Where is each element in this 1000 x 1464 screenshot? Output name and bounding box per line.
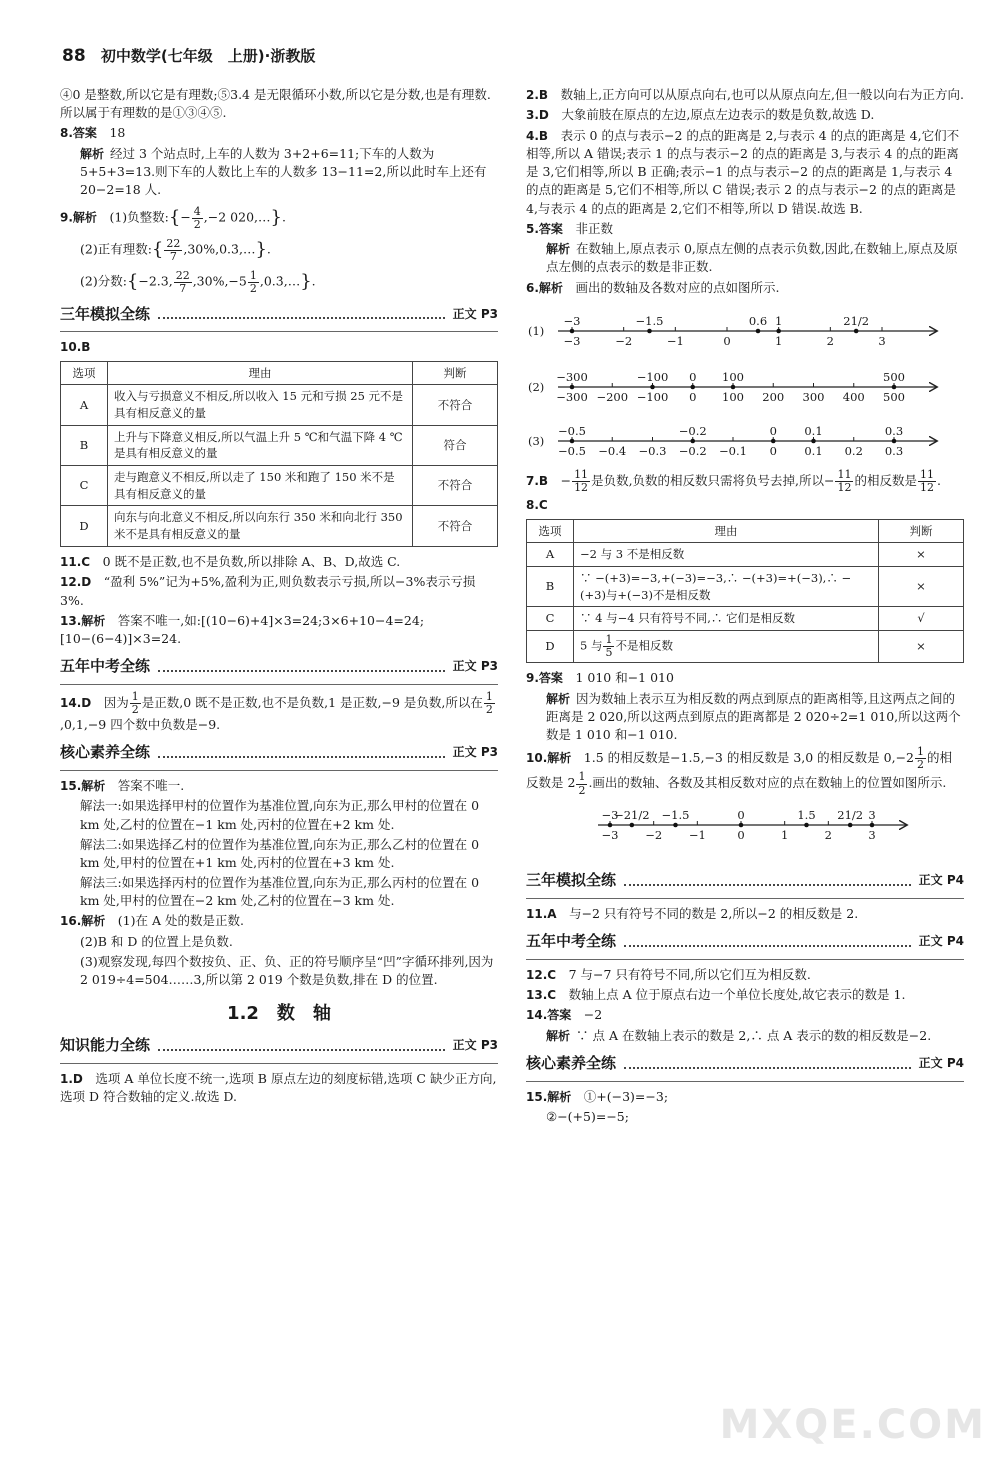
section-three-year-2: 三年模拟全练 正文 P4 (526, 870, 964, 889)
r-q9-explain: 解析 因为数轴上表示互为相反数的两点到原点的距离相等,且这两点之间的距离是 2 020,所以这两点到原点的距离都是 2 020÷2=1 010,所以这两个数是 1 010 和−1 010. (546, 690, 961, 743)
point-label: 0.1 (804, 423, 823, 438)
q9-line2: (2)正有理数:{ $\frac{22}{7}$ ,30%,0.3̇,…}. (80, 236, 271, 263)
point-label: −1.5 (661, 807, 690, 822)
q12: 12.D “盈利 5%”记为+5%,盈利为正,则负数表示亏损,所以−3%表示亏损 3%. (60, 574, 476, 608)
axis-label: (2) (528, 379, 545, 394)
point-marker (673, 822, 678, 827)
point-marker (854, 329, 859, 334)
point-marker (739, 822, 744, 827)
left-column (60, 86, 498, 1108)
page-header (62, 44, 315, 69)
tick-label: −0.5 (558, 443, 586, 458)
q8-answer: 8.答案 18 (60, 125, 126, 141)
r-q6: 6.解析 画出的数轴及各数对应的点如图所示. (526, 279, 780, 295)
point-marker (848, 822, 853, 827)
q16-2: (2)B 和 D 的位置上是负数. (80, 933, 233, 949)
tick-label: 0.3 (884, 443, 904, 458)
r-q14-explain: 解析 ∵ 点 A 在数轴上表示的数是 2,∴ 点 A 表示的数的相反数是−2. (546, 1027, 932, 1043)
tick-label: −3 (601, 827, 619, 842)
point-label: −0.5 (558, 423, 586, 438)
point-marker (647, 329, 652, 334)
point-label: 0.3 (884, 423, 904, 438)
point-marker (892, 385, 897, 390)
r-q2: 2.B 数轴上,正方向可以从原点向右,也可以从原点向左,但一般以向右为正方向. (526, 87, 964, 102)
point-marker (731, 385, 736, 390)
point-marker (570, 385, 575, 390)
q10-table: 选项 理由 判断 A 收入与亏损意义不相反,所以收入 15 元和亏损 25 元不是具有相反意义的量 不符合 B 上升与下降意义相反,所以气温上升 5 ℃和气温下降 4 ℃是具有相反意义的量 符合 C 走与跑意义不相反,所以走了 150 米和跑了 150 米不是具有相反意义的量 不符合 D 向东与向北意义不相反,所以向东行 350 米和向北行 350 米不是具有相反意义的量 不符合 (60, 361, 498, 547)
tick-label: −200 (596, 389, 629, 404)
point-marker (690, 439, 695, 444)
q15-method1: 解法一:如果选择甲村的位置作为基准位置,向东为正,那么甲村的位置在 0 km 处,乙村的位置在−1 km 处,丙村的位置在+2 km 处. (80, 798, 480, 832)
axis-label: (1) (528, 323, 545, 338)
tick-label: −2 (645, 827, 663, 842)
table-row: D 5 与 $\frac{1}{5}$ 不是相反数 × (527, 631, 964, 663)
point-marker (892, 439, 897, 444)
r-q8: 8.C (526, 498, 548, 513)
table-row: D 向东与向北意义不相反,所以向东行 350 米和向北行 350 米不是具有相反意义的量 不符合 (61, 506, 498, 546)
section-five-year-2: 五年中考全练 正文 P4 (526, 931, 964, 950)
tick-label: −100 (636, 389, 669, 404)
point-label: −0.2 (678, 423, 707, 438)
r-q13: 13.C 数轴上点 A 位于原点右边一个单位长度处,故它表示的数是 1. (526, 987, 906, 1003)
page-number: 88 (62, 46, 86, 66)
point-label: 0 (769, 423, 777, 438)
r-q11: 11.A 与−2 只有符号不同的数是 2,所以−2 的相反数是 2. (526, 905, 859, 921)
q8-explain: 解析 经过 3 个站点时,上车的人数为 3+2+6=11;下车的人数为 5+5+3=13.则下车的人数比上车的人数多 13−11=2,所以此时车上还有 20−2=18 人. (80, 145, 487, 198)
r-q5-explain: 解析 在数轴上,原点表示 0,原点左侧的点表示负数,因此,在数轴上,原点及原点左侧的点表示的数是非正数. (546, 241, 958, 275)
tick-label: −1 (688, 827, 706, 842)
point-marker (690, 385, 695, 390)
axis-label: (3) (528, 433, 545, 448)
point-label: 0 (737, 807, 745, 822)
table-row: C 走与跑意义不相反,所以走了 150 米和跑了 150 米不是具有相反意义的量 不符合 (61, 466, 498, 506)
tick-label: 2 (824, 827, 832, 842)
q8-table: 选项 理由 判断 A −2 与 3 不是相反数 × B ∵ −(+3)=−3,+(−3)=−3,∴ −(+3)=+(−3),∴ −(+3)与+(−3)不是相反数 × C ∵ 4 与−4 只有符号不同,∴ 它们是相反数 √ D 5 与 $\frac{1}{5}$ 不是相反数 × (526, 519, 964, 664)
right-column (526, 86, 964, 1128)
q15: 15.解析 答案不唯一. (60, 777, 185, 793)
point-label: 500 (883, 369, 905, 384)
tick-label: 0 (689, 389, 697, 404)
tick-label: 200 (762, 389, 785, 404)
point-label: 21/2 (837, 807, 864, 822)
section-knowledge: 知识能力全练 正文 P3 (60, 1035, 498, 1054)
tick-label: −2 (615, 333, 633, 348)
r-q14: 14.答案 −2 (526, 1007, 603, 1023)
q7-continuation: ④0 是整数,所以它是有理数;⑤3.4̇ 是无限循环小数,所以它是分数,也是有理数.所以属于有理数的是①③④⑤. (60, 87, 491, 121)
tick-label: 0.2 (844, 443, 863, 458)
point-label: −1.5 (635, 313, 664, 328)
tick-label: 400 (842, 389, 865, 404)
tick-label: 1 (775, 333, 783, 348)
r-q15-2: ②−(+5)=−5; (546, 1109, 629, 1125)
tick-label: 1 (781, 827, 789, 842)
point-label: 0.6 (748, 313, 768, 328)
point-marker (608, 822, 613, 827)
table-row: B ∵ −(+3)=−3,+(−3)=−3,∴ −(+3)=+(−3),∴ −(+3)与+(−3)不是相反数 × (527, 567, 964, 607)
tick-label: −0.1 (719, 443, 747, 458)
table-row: B 上升与下降意义相反,所以气温上升 5 ℃和气温下降 4 ℃是具有相反意义的量 符合 (61, 425, 498, 465)
tick-label: 300 (802, 389, 825, 404)
section-five-year-1: 五年中考全练 正文 P3 (60, 657, 498, 676)
q9-line3: (2)分数:{−2.3, $\frac{22}{7}$ ,30%,−5 $\frac{1}{2}$ ,0.3̇,…}. (80, 268, 316, 296)
r-q3: 3.D 大象前肢在原点的左边,原点左边表示的数是负数,故选 D. (526, 107, 875, 123)
r-q5: 5.答案 非正数 (526, 220, 613, 236)
r-q9: 9.答案 1 010 和−1 010 (526, 670, 674, 686)
tick-label: 0 (769, 443, 777, 458)
section-core-2: 核心素养全练 正文 P4 (526, 1054, 964, 1073)
r-q12: 12.C 7 与−7 只有符号不同,所以它们互为相反数. (526, 966, 811, 982)
point-label: −3 (601, 807, 619, 822)
point-marker (804, 822, 809, 827)
table-row: A −2 与 3 不是相反数 × (527, 543, 964, 567)
tick-label: −1 (666, 333, 684, 348)
book-title: 初中数学(七年级 上册)·浙教版 (100, 47, 316, 65)
point-marker (870, 822, 875, 827)
point-label: −100 (636, 369, 669, 384)
tick-label: −0.4 (598, 443, 627, 458)
tick-label: −0.3 (638, 443, 667, 458)
q10: 10.B (60, 340, 91, 355)
section-core-1: 核心素养全练 正文 P3 (60, 743, 498, 762)
tick-label: 3 (878, 333, 886, 348)
tick-label: −3 (563, 333, 581, 348)
q11: 11.C 0 既不是正数,也不是负数,所以排除 A、B、D,故选 C. (60, 553, 401, 569)
q13: 13.解析 答案不唯一,如:[(10−6)+4]×3=24;3×6+10−4=24;[10−(6−4)]×3=24. (60, 612, 425, 647)
tick-label: 2 (826, 333, 834, 348)
table-row: C ∵ 4 与−4 只有符号不同,∴ 它们是相反数 √ (527, 607, 964, 631)
point-label: 0 (689, 369, 697, 384)
point-marker (811, 439, 816, 444)
point-marker (756, 329, 761, 334)
tick-label: 500 (883, 389, 905, 404)
point-marker (650, 385, 655, 390)
q1: 1.D 选项 A 单位长度不统一,选项 B 原点左边的刻度标错,选项 C 缺少正方向,选项 D 符合数轴的定义.故选 D. (60, 1070, 497, 1105)
point-marker (771, 439, 776, 444)
point-label: −3 (563, 313, 581, 328)
point-label: −300 (556, 369, 588, 384)
point-marker (570, 439, 575, 444)
point-label: 100 (722, 369, 744, 384)
r-q10: 10.解析 1.5 的相反数是−1.5,−3 的相反数是 3,0 的相反数是 0,−2 $\frac{1}{2}$ 的相反数是 2 $\frac{1}{2}$ .画出的数轴、各数及其相反数对应的点在数轴上的位置如图所示. (526, 745, 953, 797)
point-label: −21/2 (614, 807, 650, 822)
tick-label: −0.2 (678, 443, 707, 458)
tick-label: 0.1 (804, 443, 823, 458)
number-lines-q6 (526, 299, 964, 464)
table-row: A 收入与亏损意义不相反,所以收入 15 元和亏损 25 元不是具有相反意义的量 不符合 (61, 385, 498, 425)
point-label: 21/2 (843, 313, 870, 328)
point-marker (630, 822, 635, 827)
r-q7: 7.B − $\frac{11}{12}$ 是负数,负数的相反数只需将负号去掉,所以− $\frac{11}{12}$ 的相反数是 $\frac{11}{12}$ . (526, 468, 941, 495)
tick-label: 0 (737, 827, 745, 842)
tick-label: 0 (723, 333, 731, 348)
point-marker (776, 329, 781, 334)
point-label: 1 (775, 313, 783, 328)
section-title-1-2: 1.2 数 轴 (227, 1002, 331, 1024)
tick-label: 3 (868, 827, 876, 842)
point-label: 3 (868, 807, 876, 822)
r-q15: 15.解析 ①+(−3)=−3; (526, 1088, 669, 1104)
q15-method3: 解法三:如果选择丙村的位置作为基准位置,向东为正,那么丙村的位置在 0 km 处,甲村的位置在−2 km 处,乙村的位置在−3 km 处. (80, 874, 480, 908)
number-line-q10 (526, 799, 964, 857)
q16-3: (3)观察发现,每四个数按负、正、负、正的符号顺序呈“凹”字循环排列,因为 2 019÷4=504……3,所以第 2 019 个数是负数,排在 D 的位置. (80, 953, 494, 987)
q16: 16.解析 (1)在 A 处的数是正数. (60, 913, 244, 929)
section-three-year-1: 三年模拟全练 正文 P3 (60, 304, 498, 323)
watermark: MXQE.COM (719, 1402, 986, 1448)
q9-line1: 9.解析 (1)负整数:{− $\frac{4}{2}$ ,−2 020,…}. (60, 204, 286, 231)
q15-method2: 解法二:如果选择乙村的位置作为基准位置,向东为正,那么乙村的位置在 0 km 处,甲村的位置在+1 km 处,丙村的位置在+3 km 处. (80, 836, 480, 870)
point-marker (570, 329, 575, 334)
r-q4: 4.B 表示 0 的点与表示−2 的点的距离是 2,与表示 4 的点的距离是 4,它们不相等,所以 A 错误;表示 1 的点与表示−2 的点的距离是 3,与表示 4 的点的距离是 3,它们相等,所以 B 正确;表示−1 的点与表示−2 的点的距离是 1,与表示 4 的点的距离是 5,它们不相等,所以 C 错误;表示 2 的点与表示−2 的点的距离是 4,与表示 4 的点的距离是 2,它们不相等,所以 D 错误.故选 B. (526, 127, 960, 216)
tick-label: 100 (722, 389, 744, 404)
tick-label: −300 (556, 389, 588, 404)
point-label: 1.5 (797, 807, 816, 822)
q14: 14.D 因为 $\frac{1}{2}$ 是正数,0 既不是正数,也不是负数,1 是正数,−9 是负数,所以在 $\frac{1}{2}$ ,0,1,−9 四个数中负数是−9. (60, 689, 493, 733)
